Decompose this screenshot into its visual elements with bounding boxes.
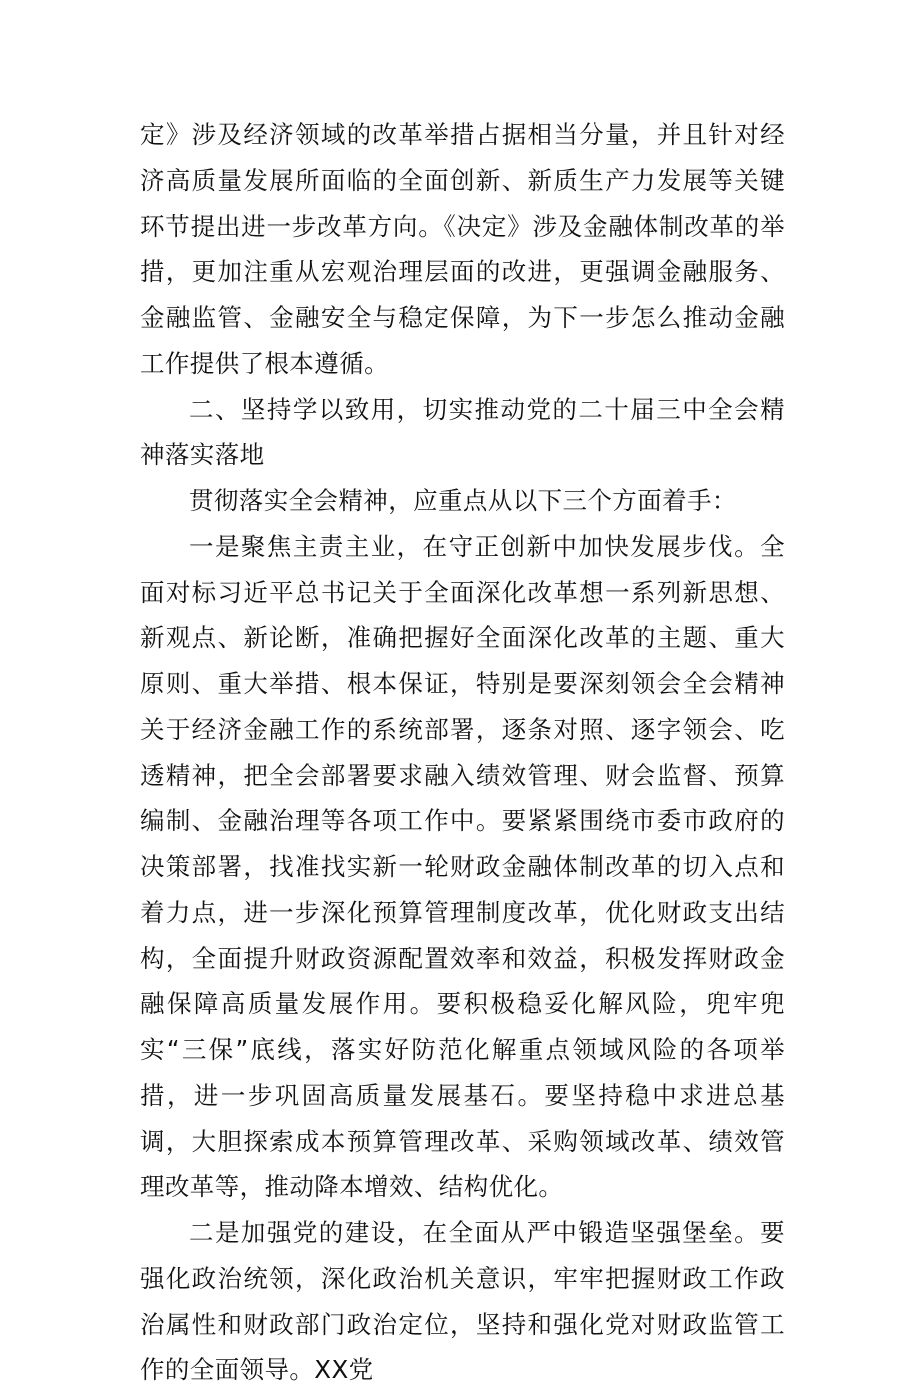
paragraph: 二是加强党的建设，在全面从严中锻造坚强堡垒。要强化政治统领，深化政治机关意识，牢牢把握财政工作政治属性和财政部门政治定位，坚持和强化党对财政监管工作的全面领导。XX党 (140, 1218, 785, 1385)
paragraph: 贯彻落实全会精神，应重点从以下三个方面着手： (189, 486, 737, 515)
paragraph: 一是聚焦主责主业，在守正创新中加快发展步伐。全面对标习近平总书记关于全面深化改革想一系列新思想、新观点、新论断，准确把握好全面深化改革的主题、重大原则、重大举措、根本保证，特别是要深刻领会全会精神关于经济金融工作的系统部署，逐条对照、逐字领会、吃透精神，把全会部署要求融入绩效管理、财会监督、预算编制、金融治理等各项工作中。要紧紧围绕市委市政府的决策部署，找准找实新一轮财政金融体制改革的切入点和着力点，进一步深化预算管理制度改革，优化财政支出结构，全面提升财政资源配置效率和效益，积极发挥财政金融保障高质量发展作用。要积极稳妥化解风险，兜牢兜实“三保”底线，落实好防范化解重点领域风险的各项举措，进一步巩固高质量发展基石。要坚持稳中求进总基调，大胆探索成本预算管理改革、采购领域改革、绩效管理改革等，推动降本增效、结构优化。 (140, 531, 785, 1202)
section-heading: 二、坚持学以致用，切实推动党的二十届三中全会精神落实落地 (140, 394, 785, 470)
document-body (140, 112, 785, 1393)
paragraph: 定》涉及经济领域的改革举措占据相当分量，并且针对经济高质量发展所面临的全面创新、新质生产力发展等关键环节提出进一步改革方向。《决定》涉及金融体制改革的举措，更加注重从宏观治理层面的改进，更强调金融服务、金融监管、金融安全与稳定保障，为下一步怎么推动金融工作提供了根本遵循。 (140, 120, 785, 378)
